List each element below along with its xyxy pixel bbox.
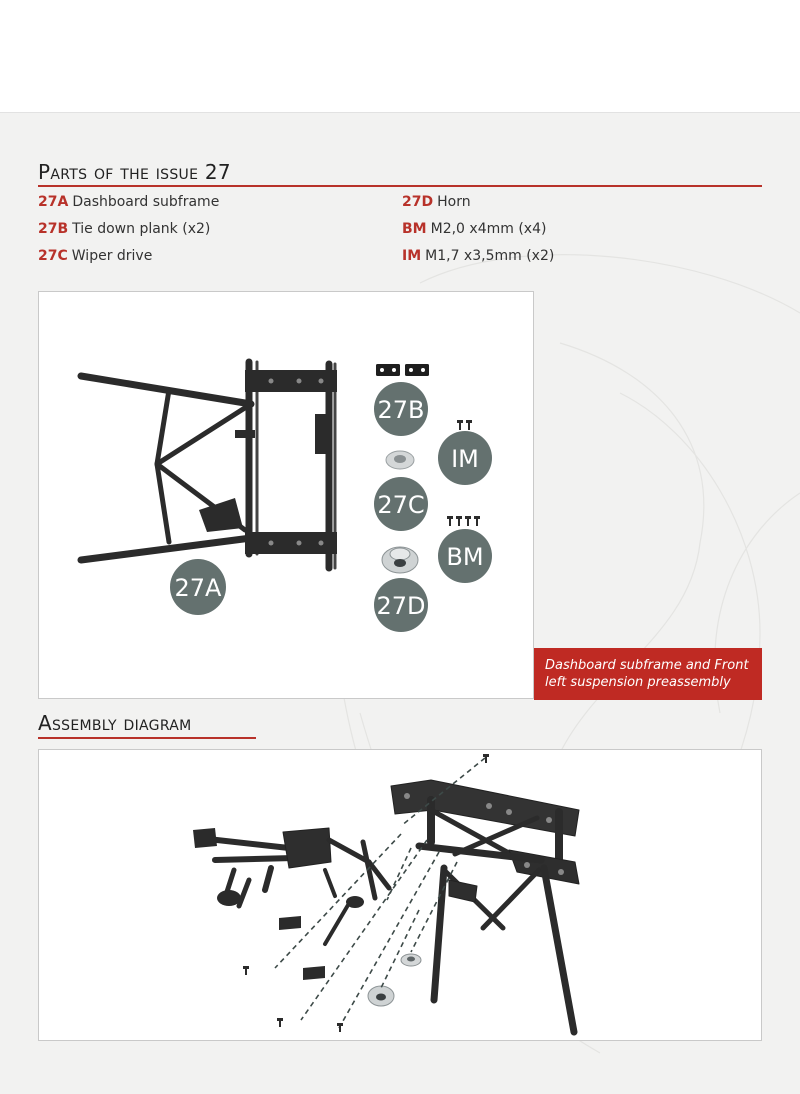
badge-27c [374, 477, 428, 531]
badge-27b [374, 382, 428, 436]
badge-label: 27A [174, 574, 222, 602]
part-27b [38, 221, 210, 237]
badge-im [438, 431, 492, 485]
parts-section-title: Parts of the issue 27 [38, 160, 231, 184]
badge-label: 27B [377, 396, 425, 424]
part-label: M1,7 x3,5mm (x2) [425, 248, 555, 264]
part-im [402, 248, 554, 264]
part-27d [402, 194, 471, 210]
assembly-illustration [39, 750, 763, 1042]
part-label: Horn [437, 194, 471, 210]
badge-label: BM [446, 543, 484, 571]
part-code: 27C [38, 248, 68, 264]
page-header-blank [0, 0, 800, 113]
parts-list [38, 192, 762, 270]
suspension-assembly-icon [193, 828, 389, 980]
part-code: IM [402, 248, 422, 264]
parts-photo-panel [38, 291, 534, 699]
horn-icon [382, 547, 418, 573]
part-27c [38, 248, 152, 264]
part-label: M2,0 x4mm (x4) [430, 221, 547, 237]
parts-title-rule [38, 185, 762, 187]
parts-illustration [39, 292, 535, 700]
part-label: Tie down plank (x2) [72, 221, 211, 237]
badge-bm [438, 529, 492, 583]
dashboard-subframe-icon [81, 362, 337, 568]
part-bm [402, 221, 546, 237]
part-label: Dashboard subframe [72, 194, 220, 210]
assembly-callout: Dashboard subframe and Front left suspension preassembly [534, 648, 762, 700]
part-code: 27B [38, 221, 69, 237]
part-label: Wiper drive [71, 248, 153, 264]
assembly-section-title: Assembly diagram [38, 711, 192, 735]
assembly-title-rule [38, 737, 256, 739]
horn-icon [368, 986, 394, 1006]
badge-27d [374, 578, 428, 632]
wiper-drive-icon [401, 954, 421, 966]
assembly-diagram-panel [38, 749, 762, 1041]
part-code: 27D [402, 194, 434, 210]
part-code: 27A [38, 194, 69, 210]
badge-label: 27C [377, 491, 425, 519]
badge-label: IM [451, 445, 479, 473]
wiper-drive-icon [386, 451, 414, 469]
part-27a [38, 194, 219, 210]
badge-27a [170, 559, 226, 615]
badge-label: 27D [376, 592, 426, 620]
part-code: BM [402, 221, 427, 237]
